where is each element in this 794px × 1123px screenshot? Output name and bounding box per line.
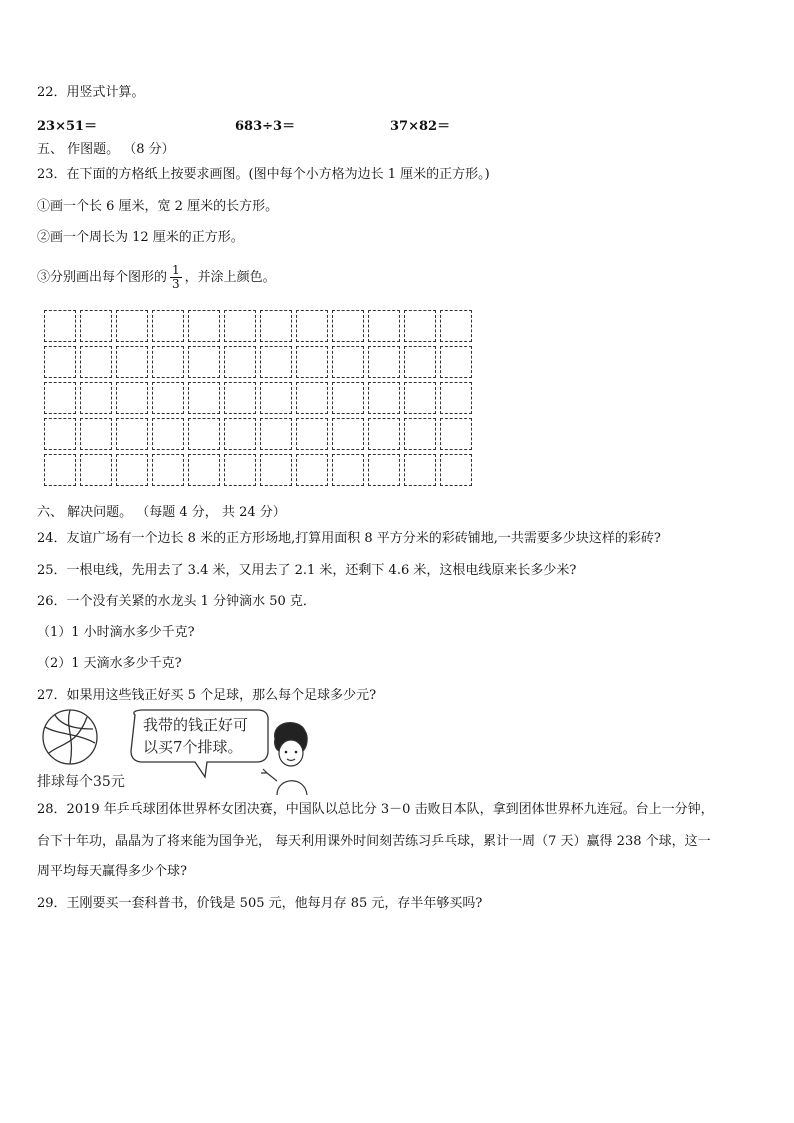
- grid-cell[interactable]: [224, 310, 256, 342]
- grid-cell[interactable]: [440, 382, 472, 414]
- grid-cell[interactable]: [296, 454, 328, 486]
- grid-cell[interactable]: [152, 418, 184, 450]
- grid-cell[interactable]: [260, 310, 292, 342]
- grid-cell[interactable]: [368, 310, 400, 342]
- q28-line-3: 周平均每天赢得多少个球?: [37, 864, 187, 879]
- grid-cell[interactable]: [368, 418, 400, 450]
- q28-line-2: 台下十年功，晶晶为了将来能为国争光， 每天利用课外时间刻苦练习乒乓球，累计一周（7 天）赢得 238 个球，这一: [37, 834, 711, 849]
- grid-cell[interactable]: [80, 346, 112, 378]
- grid-cell[interactable]: [44, 382, 76, 414]
- grid-cell[interactable]: [116, 310, 148, 342]
- q22-title: 22．用竖式计算。: [37, 85, 145, 100]
- q26-sub-2: （2）1 天滴水多少千克?: [37, 656, 182, 671]
- grid-cell[interactable]: [332, 418, 364, 450]
- grid-cell[interactable]: [188, 382, 220, 414]
- grid-cell[interactable]: [332, 310, 364, 342]
- grid-cell[interactable]: [44, 346, 76, 378]
- q23-item-3-after: ，并涂上颜色。: [184, 270, 276, 285]
- grid-cell[interactable]: [152, 382, 184, 414]
- section5-title: 五、 作图题。 （8 分）: [37, 142, 175, 157]
- grid-cell[interactable]: [440, 418, 472, 450]
- bubble-line-1: 我带的钱正好可: [143, 716, 249, 734]
- grid-cell[interactable]: [224, 382, 256, 414]
- q27-text: 27．如果用这些钱正好买 5 个足球，那么每个足球多少元?: [37, 688, 377, 703]
- q23-item-1: ①画一个长 6 厘米，宽 2 厘米的长方形。: [37, 199, 279, 214]
- fraction-numerator: 1: [172, 263, 180, 277]
- grid-cell[interactable]: [368, 382, 400, 414]
- grid-cell[interactable]: [188, 454, 220, 486]
- grid-cell[interactable]: [116, 382, 148, 414]
- grid-cell[interactable]: [404, 346, 436, 378]
- q27-illustration: [37, 707, 317, 797]
- q28-line-1: 28．2019 年乒乓球团体世界杯女团决赛，中国队以总比分 3－0 击败日本队，拿到团体世界杯九连冠。台上一分钟，: [37, 802, 714, 817]
- grid-cell[interactable]: [368, 454, 400, 486]
- grid-cell[interactable]: [44, 454, 76, 486]
- grid-cell[interactable]: [116, 418, 148, 450]
- grid-cell[interactable]: [332, 382, 364, 414]
- grid-cell[interactable]: [188, 346, 220, 378]
- grid-cell[interactable]: [152, 454, 184, 486]
- q24-text: 24．友谊广场有一个边长 8 米的正方形场地,打算用面积 8 平方分米的彩砖铺地,一共需要多少块这样的彩砖?: [37, 531, 661, 546]
- grid-cell[interactable]: [260, 454, 292, 486]
- fraction-denominator: 3: [172, 277, 180, 291]
- grid-cell[interactable]: [224, 418, 256, 450]
- section6-title: 六、 解决问题。 （每题 4 分， 共 24 分）: [37, 505, 286, 520]
- grid-cell[interactable]: [296, 310, 328, 342]
- grid-cell[interactable]: [260, 346, 292, 378]
- grid-cell[interactable]: [332, 454, 364, 486]
- q23-item-3-before: ③分别画出每个图形的: [37, 270, 168, 285]
- grid-cell[interactable]: [260, 418, 292, 450]
- grid-cell[interactable]: [404, 418, 436, 450]
- bubble-line-2: 以买7个排球。: [143, 738, 243, 756]
- q26-sub-1: （1）1 小时滴水多少千克?: [37, 625, 195, 640]
- q23-title: 23．在下面的方格纸上按要求画图。(图中每个小方格为边长 1 厘米的正方形。): [37, 167, 490, 182]
- grid-cell[interactable]: [44, 418, 76, 450]
- grid-cell[interactable]: [404, 454, 436, 486]
- grid-cell[interactable]: [188, 310, 220, 342]
- grid-cell[interactable]: [440, 346, 472, 378]
- grid-cell[interactable]: [440, 310, 472, 342]
- grid-cell[interactable]: [116, 454, 148, 486]
- grid-cell[interactable]: [188, 418, 220, 450]
- grid-cell[interactable]: [296, 346, 328, 378]
- q23-item-2: ②画一个周长为 12 厘米的正方形。: [37, 230, 244, 245]
- grid-cell[interactable]: [80, 454, 112, 486]
- volleyball-price-label: 排球每个35元: [37, 774, 125, 790]
- grid-cell[interactable]: [404, 310, 436, 342]
- grid-cell[interactable]: [80, 310, 112, 342]
- grid-cell[interactable]: [44, 310, 76, 342]
- grid-cell[interactable]: [404, 382, 436, 414]
- one-third-fraction: [170, 264, 182, 291]
- q22-calc-2: 683÷3＝: [235, 119, 296, 134]
- q23-item-3: [37, 264, 276, 292]
- q22-calc-1: 23×51＝: [37, 119, 98, 134]
- square-grid-paper[interactable]: [42, 308, 474, 489]
- q25-text: 25．一根电线，先用去了 3.4 米，又用去了 2.1 米，还剩下 4.6 米，这根电线原来长多少米?: [37, 563, 577, 578]
- grid-cell[interactable]: [152, 346, 184, 378]
- grid-cell[interactable]: [368, 346, 400, 378]
- q26-text: 26．一个没有关紧的水龙头 1 分钟滴水 50 克．: [37, 594, 316, 609]
- grid-cell[interactable]: [224, 346, 256, 378]
- grid-cell[interactable]: [152, 310, 184, 342]
- q22-calc-3: 37×82＝: [390, 119, 451, 134]
- q29-text: 29．王刚要买一套科普书，价钱是 505 元，他每月存 85 元，存半年够买吗?: [37, 896, 483, 911]
- grid-cell[interactable]: [116, 346, 148, 378]
- grid-cell[interactable]: [80, 418, 112, 450]
- grid-cell[interactable]: [296, 382, 328, 414]
- grid-cell[interactable]: [224, 454, 256, 486]
- grid-cell[interactable]: [80, 382, 112, 414]
- grid-cell[interactable]: [260, 382, 292, 414]
- grid-cell[interactable]: [332, 346, 364, 378]
- grid-cell[interactable]: [296, 418, 328, 450]
- volleyball-icon: [43, 710, 97, 764]
- grid-cell[interactable]: [440, 454, 472, 486]
